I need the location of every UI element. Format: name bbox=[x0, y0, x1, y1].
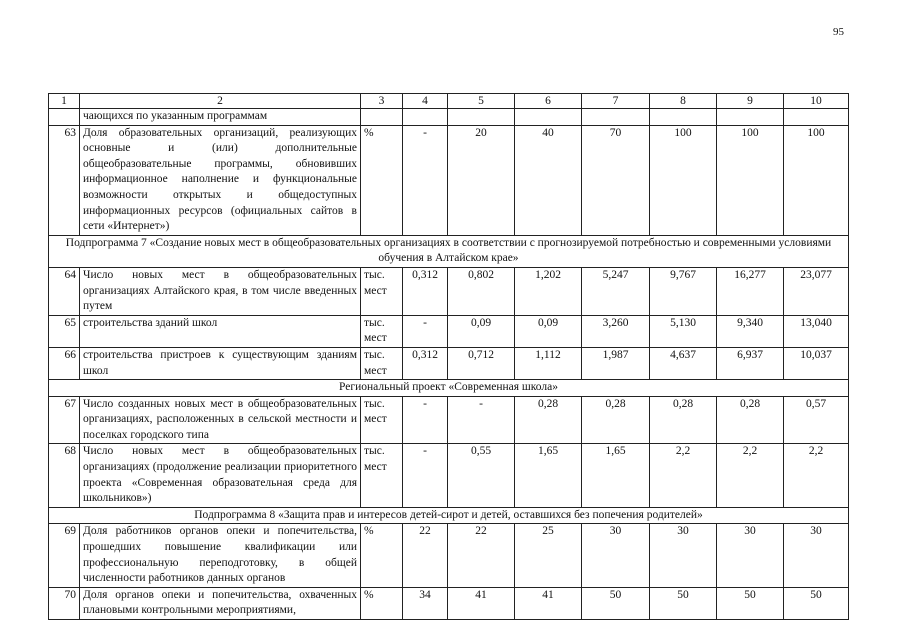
value-cell: 5,247 bbox=[582, 267, 650, 315]
value-cell: 16,277 bbox=[717, 267, 784, 315]
value-cell: 20 bbox=[448, 125, 515, 235]
value-cell: 50 bbox=[784, 587, 849, 619]
indicator-name: Число новых мест в общеобразовательных организациях Алтайского края, в том числе введенных путем bbox=[80, 267, 361, 315]
unit-cell: тыс. мест bbox=[361, 444, 403, 507]
value-cell: 1,65 bbox=[515, 444, 582, 507]
unit-cell: % bbox=[361, 524, 403, 587]
value-cell: 100 bbox=[717, 125, 784, 235]
value-cell: 0,09 bbox=[515, 315, 582, 347]
value-cell: 70 bbox=[582, 125, 650, 235]
section-row bbox=[49, 507, 849, 524]
row-number: 66 bbox=[49, 347, 80, 379]
value-cell: 1,202 bbox=[515, 267, 582, 315]
indicator-name: Число созданных новых мест в общеобразовательных организациях, расположенных в сельской местности и поселках городского типа bbox=[80, 396, 361, 444]
value-cell: 6,937 bbox=[717, 347, 784, 379]
value-cell: 41 bbox=[515, 587, 582, 619]
value-cell: 30 bbox=[717, 524, 784, 587]
value-cell: 0,57 bbox=[784, 396, 849, 444]
indicator-name: чающихся по указанным программам bbox=[80, 109, 361, 126]
value-cell: 0,312 bbox=[403, 347, 448, 379]
indicator-name: строительства пристроев к существующим зданиям школ bbox=[80, 347, 361, 379]
value-cell: 9,340 bbox=[717, 315, 784, 347]
value-cell: 50 bbox=[717, 587, 784, 619]
value-cell: 30 bbox=[784, 524, 849, 587]
header-cell: 1 bbox=[49, 94, 80, 109]
indicator-name: строительства зданий школ bbox=[80, 315, 361, 347]
section-title: Подпрограмма 8 «Защита прав и интересов детей-сирот и детей, оставшихся без попечения родителей» bbox=[49, 507, 849, 524]
value-cell: 30 bbox=[650, 524, 717, 587]
row-number: 63 bbox=[49, 125, 80, 235]
value-cell: 22 bbox=[448, 524, 515, 587]
row-number: 69 bbox=[49, 524, 80, 587]
value-cell: - bbox=[448, 396, 515, 444]
value-cell: 40 bbox=[515, 125, 582, 235]
value-cell: 0,28 bbox=[582, 396, 650, 444]
value-cell: 0,28 bbox=[717, 396, 784, 444]
unit-cell: % bbox=[361, 125, 403, 235]
indicator-name: Доля образовательных организаций, реализующих основные и (или) дополнительные общеобразовательные программы, обновивших информационное наполнение и функциональные возможности открытых и общедоступных информационных ресурсов (официальных сайтов в сети «Интернет») bbox=[80, 125, 361, 235]
value-cell: 3,260 bbox=[582, 315, 650, 347]
value-cell: 0,28 bbox=[515, 396, 582, 444]
header-cell: 6 bbox=[515, 94, 582, 109]
value-cell: 100 bbox=[650, 125, 717, 235]
table-row bbox=[49, 315, 849, 347]
value-cell: 4,637 bbox=[650, 347, 717, 379]
section-title: Подпрограмма 7 «Создание новых мест в общеобразовательных организациях в соответствии с прогнозируемой потребностью и современными условиями обучения в Алтайском крае» bbox=[49, 235, 849, 267]
table-row bbox=[49, 587, 849, 619]
value-cell: 2,2 bbox=[650, 444, 717, 507]
value-cell: 0,712 bbox=[448, 347, 515, 379]
header-cell: 5 bbox=[448, 94, 515, 109]
header-row bbox=[49, 94, 849, 109]
section-title: Региональный проект «Современная школа» bbox=[49, 380, 849, 397]
value-cell: - bbox=[403, 444, 448, 507]
value-cell: 9,767 bbox=[650, 267, 717, 315]
value-cell: 1,112 bbox=[515, 347, 582, 379]
value-cell: 30 bbox=[582, 524, 650, 587]
value-cell: 13,040 bbox=[784, 315, 849, 347]
value-cell: 0,802 bbox=[448, 267, 515, 315]
value-cell: 0,28 bbox=[650, 396, 717, 444]
table-row bbox=[49, 267, 849, 315]
value-cell: - bbox=[403, 125, 448, 235]
row-number: 67 bbox=[49, 396, 80, 444]
value-cell: 41 bbox=[448, 587, 515, 619]
value-cell: 50 bbox=[650, 587, 717, 619]
table-row bbox=[49, 444, 849, 507]
indicator-name: Доля работников органов опеки и попечительства, прошедших повышение квалификации или профессиональную переподготовку, в общей численности работников данных органов bbox=[80, 524, 361, 587]
table-row bbox=[49, 396, 849, 444]
value-cell: 2,2 bbox=[717, 444, 784, 507]
table-row bbox=[49, 524, 849, 587]
page-number: 95 bbox=[833, 26, 844, 38]
table-row bbox=[49, 347, 849, 379]
header-cell: 3 bbox=[361, 94, 403, 109]
value-cell: 10,037 bbox=[784, 347, 849, 379]
unit-cell: тыс. мест bbox=[361, 267, 403, 315]
value-cell: 25 bbox=[515, 524, 582, 587]
indicators-table bbox=[48, 93, 849, 620]
section-row bbox=[49, 235, 849, 267]
value-cell: 23,077 bbox=[784, 267, 849, 315]
value-cell: 5,130 bbox=[650, 315, 717, 347]
value-cell: 2,2 bbox=[784, 444, 849, 507]
row-number: 70 bbox=[49, 587, 80, 619]
continuation-row bbox=[49, 109, 849, 126]
value-cell: 1,65 bbox=[582, 444, 650, 507]
row-number: 68 bbox=[49, 444, 80, 507]
row-number: 64 bbox=[49, 267, 80, 315]
section-row bbox=[49, 380, 849, 397]
header-cell: 2 bbox=[80, 94, 361, 109]
value-cell: 0,55 bbox=[448, 444, 515, 507]
value-cell: - bbox=[403, 315, 448, 347]
table-row bbox=[49, 125, 849, 235]
value-cell: - bbox=[403, 396, 448, 444]
value-cell: 100 bbox=[784, 125, 849, 235]
header-cell: 4 bbox=[403, 94, 448, 109]
unit-cell: тыс. мест bbox=[361, 396, 403, 444]
row-number: 65 bbox=[49, 315, 80, 347]
value-cell: 50 bbox=[582, 587, 650, 619]
unit-cell: % bbox=[361, 587, 403, 619]
value-cell: 0,312 bbox=[403, 267, 448, 315]
value-cell: 0,09 bbox=[448, 315, 515, 347]
unit-cell: тыс. мест bbox=[361, 347, 403, 379]
indicator-name: Число новых мест в общеобразовательных организациях (продолжение реализации приоритетного проекта «Современная образовательная среда для школьников») bbox=[80, 444, 361, 507]
row-number bbox=[49, 109, 80, 126]
unit-cell: тыс. мест bbox=[361, 315, 403, 347]
header-cell: 8 bbox=[650, 94, 717, 109]
header-cell: 7 bbox=[582, 94, 650, 109]
indicator-name: Доля органов опеки и попечительства, охваченных плановыми контрольными мероприятиями, bbox=[80, 587, 361, 619]
value-cell: 34 bbox=[403, 587, 448, 619]
value-cell: 22 bbox=[403, 524, 448, 587]
table-body bbox=[49, 94, 849, 620]
header-cell: 10 bbox=[784, 94, 849, 109]
header-cell: 9 bbox=[717, 94, 784, 109]
value-cell: 1,987 bbox=[582, 347, 650, 379]
